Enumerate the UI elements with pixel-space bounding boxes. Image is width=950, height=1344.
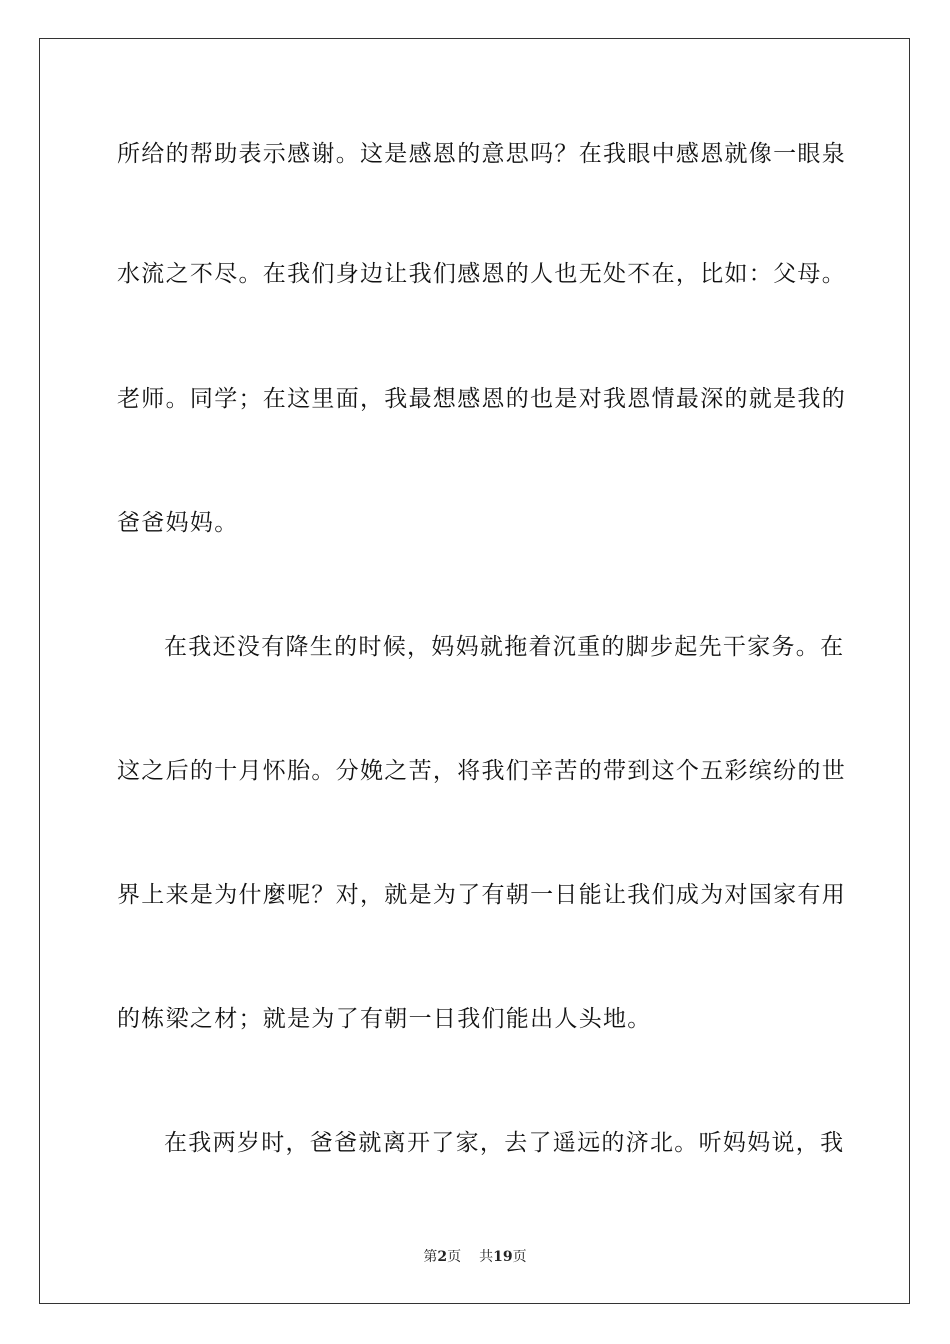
text-line: 爸爸妈妈。 (117, 510, 239, 536)
total-page-count: 19 (493, 1249, 513, 1265)
text-line: 所给的帮助表示感谢。这是感恩的意思吗？在我眼中感恩就像一眼泉 (117, 141, 846, 167)
text-line: 界上来是为什麼呢？对，就是为了有朝一日能让我们成为对国家有用 (117, 882, 846, 908)
total-label-prefix: 共 (479, 1249, 494, 1265)
current-page-number: 2 (437, 1249, 448, 1265)
paragraph-start-line: 在我两岁时，爸爸就离开了家，去了遥远的济北。听妈妈说，我 (164, 1130, 845, 1156)
text-line: 的栋梁之材；就是为了有朝一日我们能出人头地。 (117, 1006, 652, 1032)
paragraph-start-line: 在我还没有降生的时候，妈妈就拖着沉重的脚步起先干家务。在 (164, 634, 845, 660)
text-line: 水流之不尽。在我们身边让我们感恩的人也无处不在，比如：父母。 (117, 261, 846, 287)
text-line: 老师。同学；在这里面，我最想感恩的也是对我恩情最深的就是我的 (117, 386, 846, 412)
page-label-prefix: 第 (423, 1249, 438, 1265)
page-footer (0, 1247, 950, 1267)
page-label-suffix: 页 (447, 1249, 462, 1265)
page-border (39, 38, 910, 1304)
total-label-suffix: 页 (512, 1249, 527, 1265)
text-line: 这之后的十月怀胎。分娩之苦，将我们辛苦的带到这个五彩缤纷的世 (117, 758, 846, 784)
